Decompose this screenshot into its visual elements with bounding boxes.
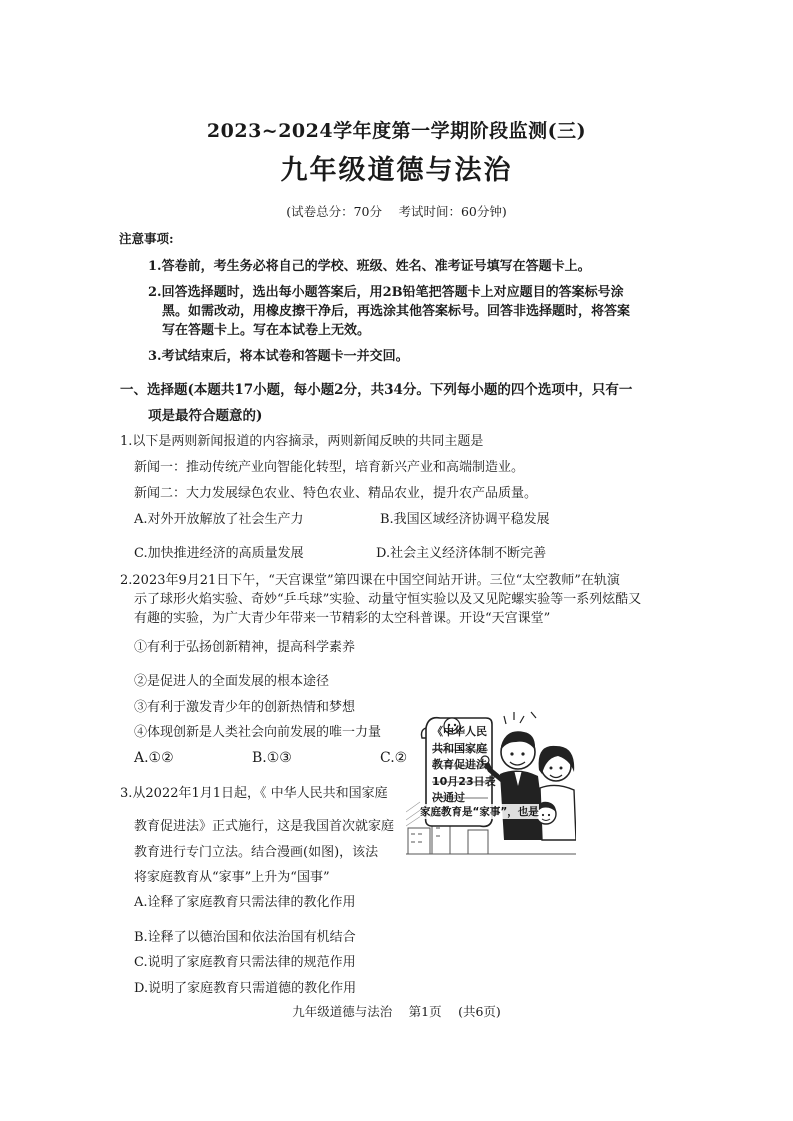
cartoon-sign-line: 《中华人民: [432, 725, 487, 738]
cartoon-illustration: [406, 710, 576, 855]
question-2-item: ④体现创新是人类社会向前发展的唯一力量: [134, 725, 382, 740]
question-2-item: ①有利于弘扬创新精神，提高科学素养: [134, 640, 356, 655]
question-3-stem: 将家庭教育从“家事”上升为“国事”: [134, 870, 330, 885]
cartoon-sign-text: [432, 724, 496, 807]
section-heading: 一、选择题(本题共17小题，每小题2分，共34分。下列每小题的四个选项中，只有一: [120, 382, 633, 398]
question-2-stem: 有趣的实验，为广大青少年带来一节精彩的太空科普课。开设“天宫课堂”: [134, 611, 551, 626]
question-3-stem: 教育进行专门立法。结合漫画(如图)，该法: [134, 845, 379, 860]
question-3-stem: 3.从2022年1月1日起，《 中华人民共和国家庭: [120, 786, 388, 801]
notice-item: 黑。如需改动，用橡皮擦干净后，再选涂其他答案标号。回答非选择题时，将答案: [162, 304, 631, 319]
notice-item: 3.考试结束后，将本试卷和答题卡一并交回。: [148, 349, 409, 364]
page-footer: 九年级道德与法治 第1页 (共6页): [292, 1004, 501, 1019]
question-3-option-a: A.诠释了家庭教育只需法律的教化作用: [134, 895, 356, 910]
section-heading-cont: 项是最符合题意的): [148, 408, 263, 424]
question-2-option-b: B.①③: [252, 750, 292, 766]
question-2-stem: 2.2023年9月21日下午，“天宫课堂”第四课在中国空间站开讲。三位“太空教师”在轨演: [120, 573, 620, 588]
question-2-stem: 示了球形火焰实验、奇妙“乒乓球”实验、动量守恒实验以及又见陀螺实验等一系列炫酷又: [134, 592, 642, 607]
question-1-option-b: B.我国区域经济协调平稳发展: [380, 512, 550, 527]
notice-item: 1.答卷前，考生务必将自己的学校、班级、姓名、准考证号填写在答题卡上。: [148, 259, 591, 274]
cartoon-sign-line: 10月23日表: [432, 774, 496, 788]
cartoon-caption: 家庭教育是“家事”，也是: [420, 806, 539, 818]
exam-title: 2023~2024学年度第一学期阶段监测(三): [206, 120, 587, 142]
cartoon-sign-line: 共和国家庭: [432, 741, 487, 755]
subject-title: 九年级道德与法治: [280, 155, 513, 186]
question-1-option-c: C.加快推进经济的高质量发展: [134, 546, 304, 561]
question-2-item: ②是促进人的全面发展的根本途径: [134, 674, 330, 689]
notice-heading: 注意事项:: [119, 231, 174, 246]
question-3-stem: 教育促进法》正式施行，这是我国首次就家庭: [134, 819, 395, 834]
question-1-news2: 新闻二：大力发展绿色农业、特色农业、精品农业，提升农产品质量。: [134, 486, 538, 501]
notice-item: 写在答题卡上。写在本试卷上无效。: [162, 323, 371, 338]
question-3-option-b: B.诠释了以德治国和依法治国有机结合: [134, 930, 356, 945]
question-3-option-d: D.说明了家庭教育只需道德的教化作用: [134, 981, 357, 996]
question-2-option-c: C.②: [380, 750, 408, 766]
cartoon-sign-line: 决通过: [432, 791, 465, 804]
question-2-item: ③有利于激发青少年的创新热情和梦想: [134, 700, 356, 715]
question-2-option-a: A.①②: [134, 750, 174, 766]
question-1-option-a: A.对外开放解放了社会生产力: [134, 512, 304, 527]
question-1-option-d: D.社会主义经济体制不断完善: [376, 546, 547, 561]
notice-item: 2.回答选择题时，选出每小题答案后，用2B铅笔把答题卡上对应题目的答案标号涂: [148, 285, 624, 300]
question-3-option-c: C.说明了家庭教育只需法律的规范作用: [134, 955, 356, 970]
cartoon-sign-line: 教育促进法: [432, 758, 487, 771]
question-1-stem: 1.以下是两则新闻报道的内容摘录，两则新闻反映的共同主题是: [120, 434, 484, 449]
exam-info: (试卷总分：70分 考试时间：60分钟): [286, 204, 507, 219]
question-1-news1: 新闻一：推动传统产业向智能化转型，培育新兴产业和高端制造业。: [134, 460, 525, 475]
